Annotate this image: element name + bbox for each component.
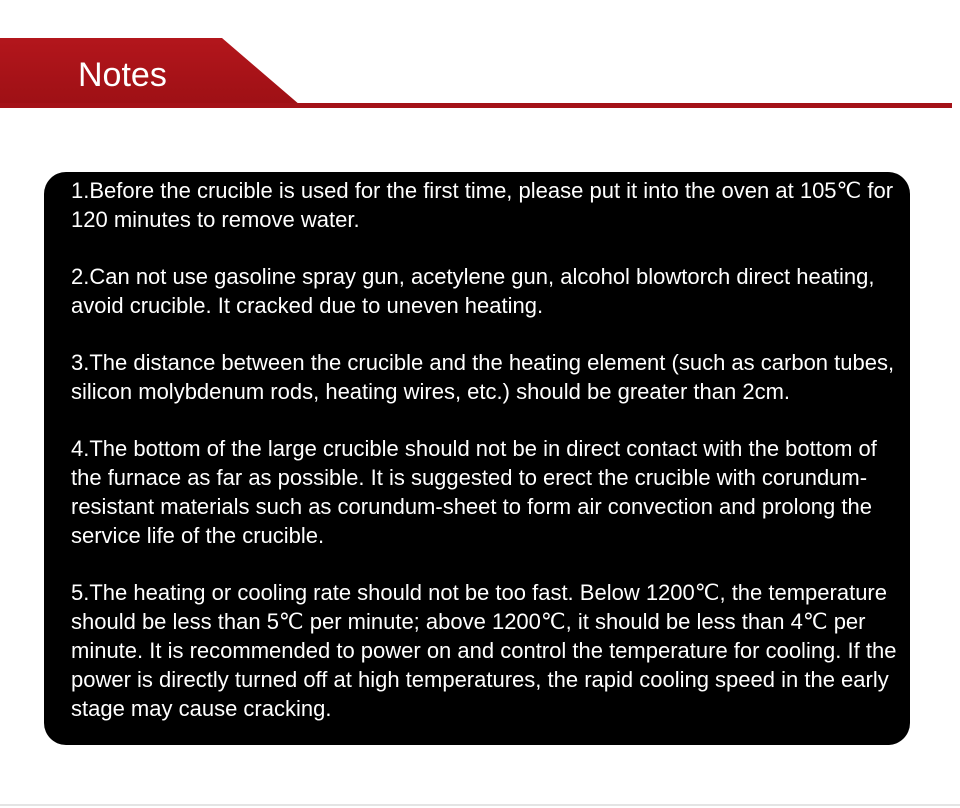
note-item-3: 3.The distance between the crucible and the heating element (such as carbon tubes, silicon molybdenum rods, heating wires, etc.) should be greater than 2cm.: [71, 350, 895, 404]
note-item-2: 2.Can not use gasoline spray gun, acetylene gun, alcohol blowtorch direct heating, avoid crucible. It cracked due to uneven heating.: [71, 264, 875, 318]
note-item-5: 5.The heating or cooling rate should not be too fast. Below 1200℃, the temperature should be less than 5℃ per minute; above 1200℃, it should be less than 4℃ per minute. It is recommended to power on and control the temperature for cooling. If the power is directly turned off at high temperatures, the rapid cooling speed in the early stage may cause cracking.: [71, 580, 897, 721]
bottom-divider: [0, 804, 960, 806]
note-item-1: 1.Before the crucible is used for the first time, please put it into the oven at 105℃ for 120 minutes to remove water.: [71, 178, 894, 232]
note-item-4: 4.The bottom of the large crucible should not be in direct contact with the bottom of the furnace as far as possible. It is suggested to erect the crucible with corundum-resistant materials such as corundum-sheet to form air convection and prolong the service life of the crucible.: [71, 436, 877, 548]
header-divider: [0, 103, 952, 108]
notes-panel: [44, 172, 910, 745]
page-title: Notes: [78, 56, 167, 94]
